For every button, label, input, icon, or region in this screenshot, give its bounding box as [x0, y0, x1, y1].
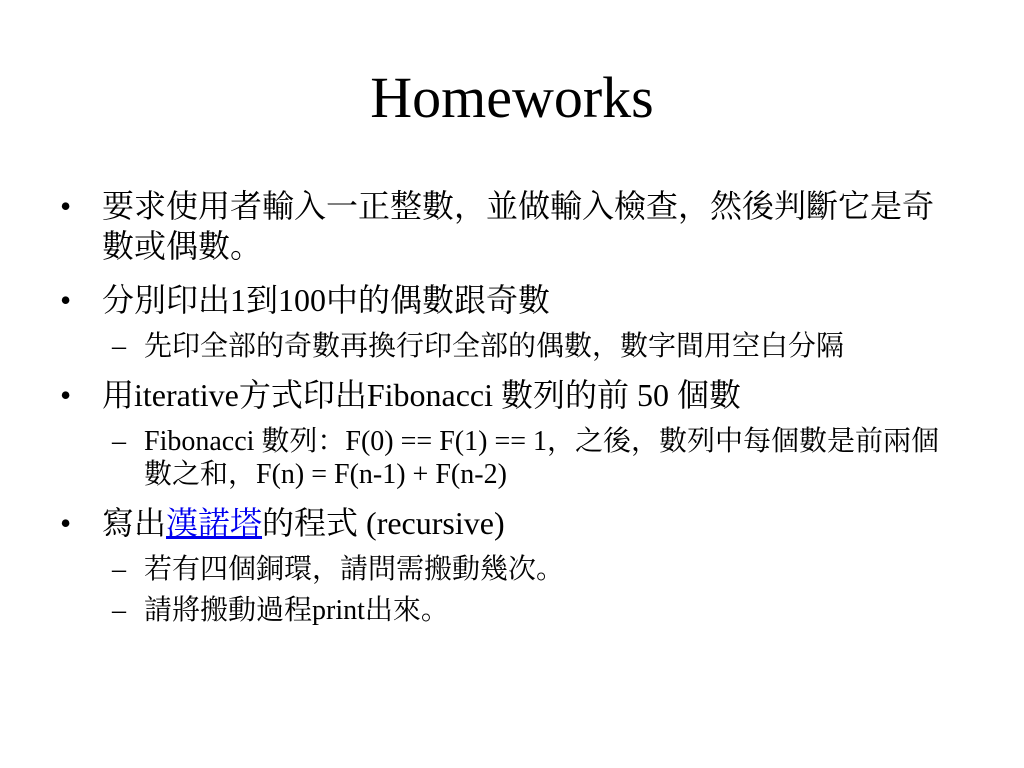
bullet-icon: • [60, 188, 72, 224]
dash-icon: – [112, 595, 126, 626]
sub-item-text: Fibonacci 數列：F(0) == F(1) == 1，之後，數列中每個數是前兩個數之和，F(n) = F(n-1) + F(n-2) [144, 426, 940, 490]
hanoi-link[interactable]: 漢諾塔 [166, 505, 263, 541]
dash-icon: – [112, 554, 126, 585]
sub-item-text: 若有四個銅環，請問需搬動幾次。 [144, 554, 565, 585]
bullet-list [60, 186, 950, 639]
bullet-icon: • [60, 505, 72, 541]
bullet-item-fibonacci [60, 375, 950, 415]
bullet-item-hanoi [60, 503, 950, 543]
dash-icon: – [112, 426, 126, 457]
bullet-item-text: 用iterative方式印出Fibonacci 數列的前 50 個數 [102, 377, 742, 413]
sub-item-text: 請將搬動過程print出來。 [144, 595, 449, 626]
bullet-item-suffix: 的程式 (recursive) [262, 505, 505, 541]
bullet-item-odd-even [60, 280, 950, 320]
dash-icon: – [112, 331, 126, 362]
sub-item-move-count [60, 553, 950, 586]
sub-item-print-moves [60, 594, 950, 627]
bullet-item-text: 要求使用者輸入一正整數，並做輸入檢查，然後判斷它是奇數或偶數。 [102, 188, 935, 264]
bullet-item-text: 分別印出1到100中的偶數跟奇數 [102, 282, 551, 318]
sub-item-fibonacci-definition [60, 425, 950, 491]
bullet-icon: • [60, 377, 72, 413]
sub-item-text: 先印全部的奇數再換行印全部的偶數，數字間用空白分隔 [144, 331, 845, 362]
bullet-icon: • [60, 282, 72, 318]
bullet-item-input-check [60, 186, 950, 266]
sub-item-print-order [60, 330, 950, 363]
slide-title: Homeworks [370, 65, 654, 130]
bullet-item-prefix: 寫出 [102, 505, 167, 541]
